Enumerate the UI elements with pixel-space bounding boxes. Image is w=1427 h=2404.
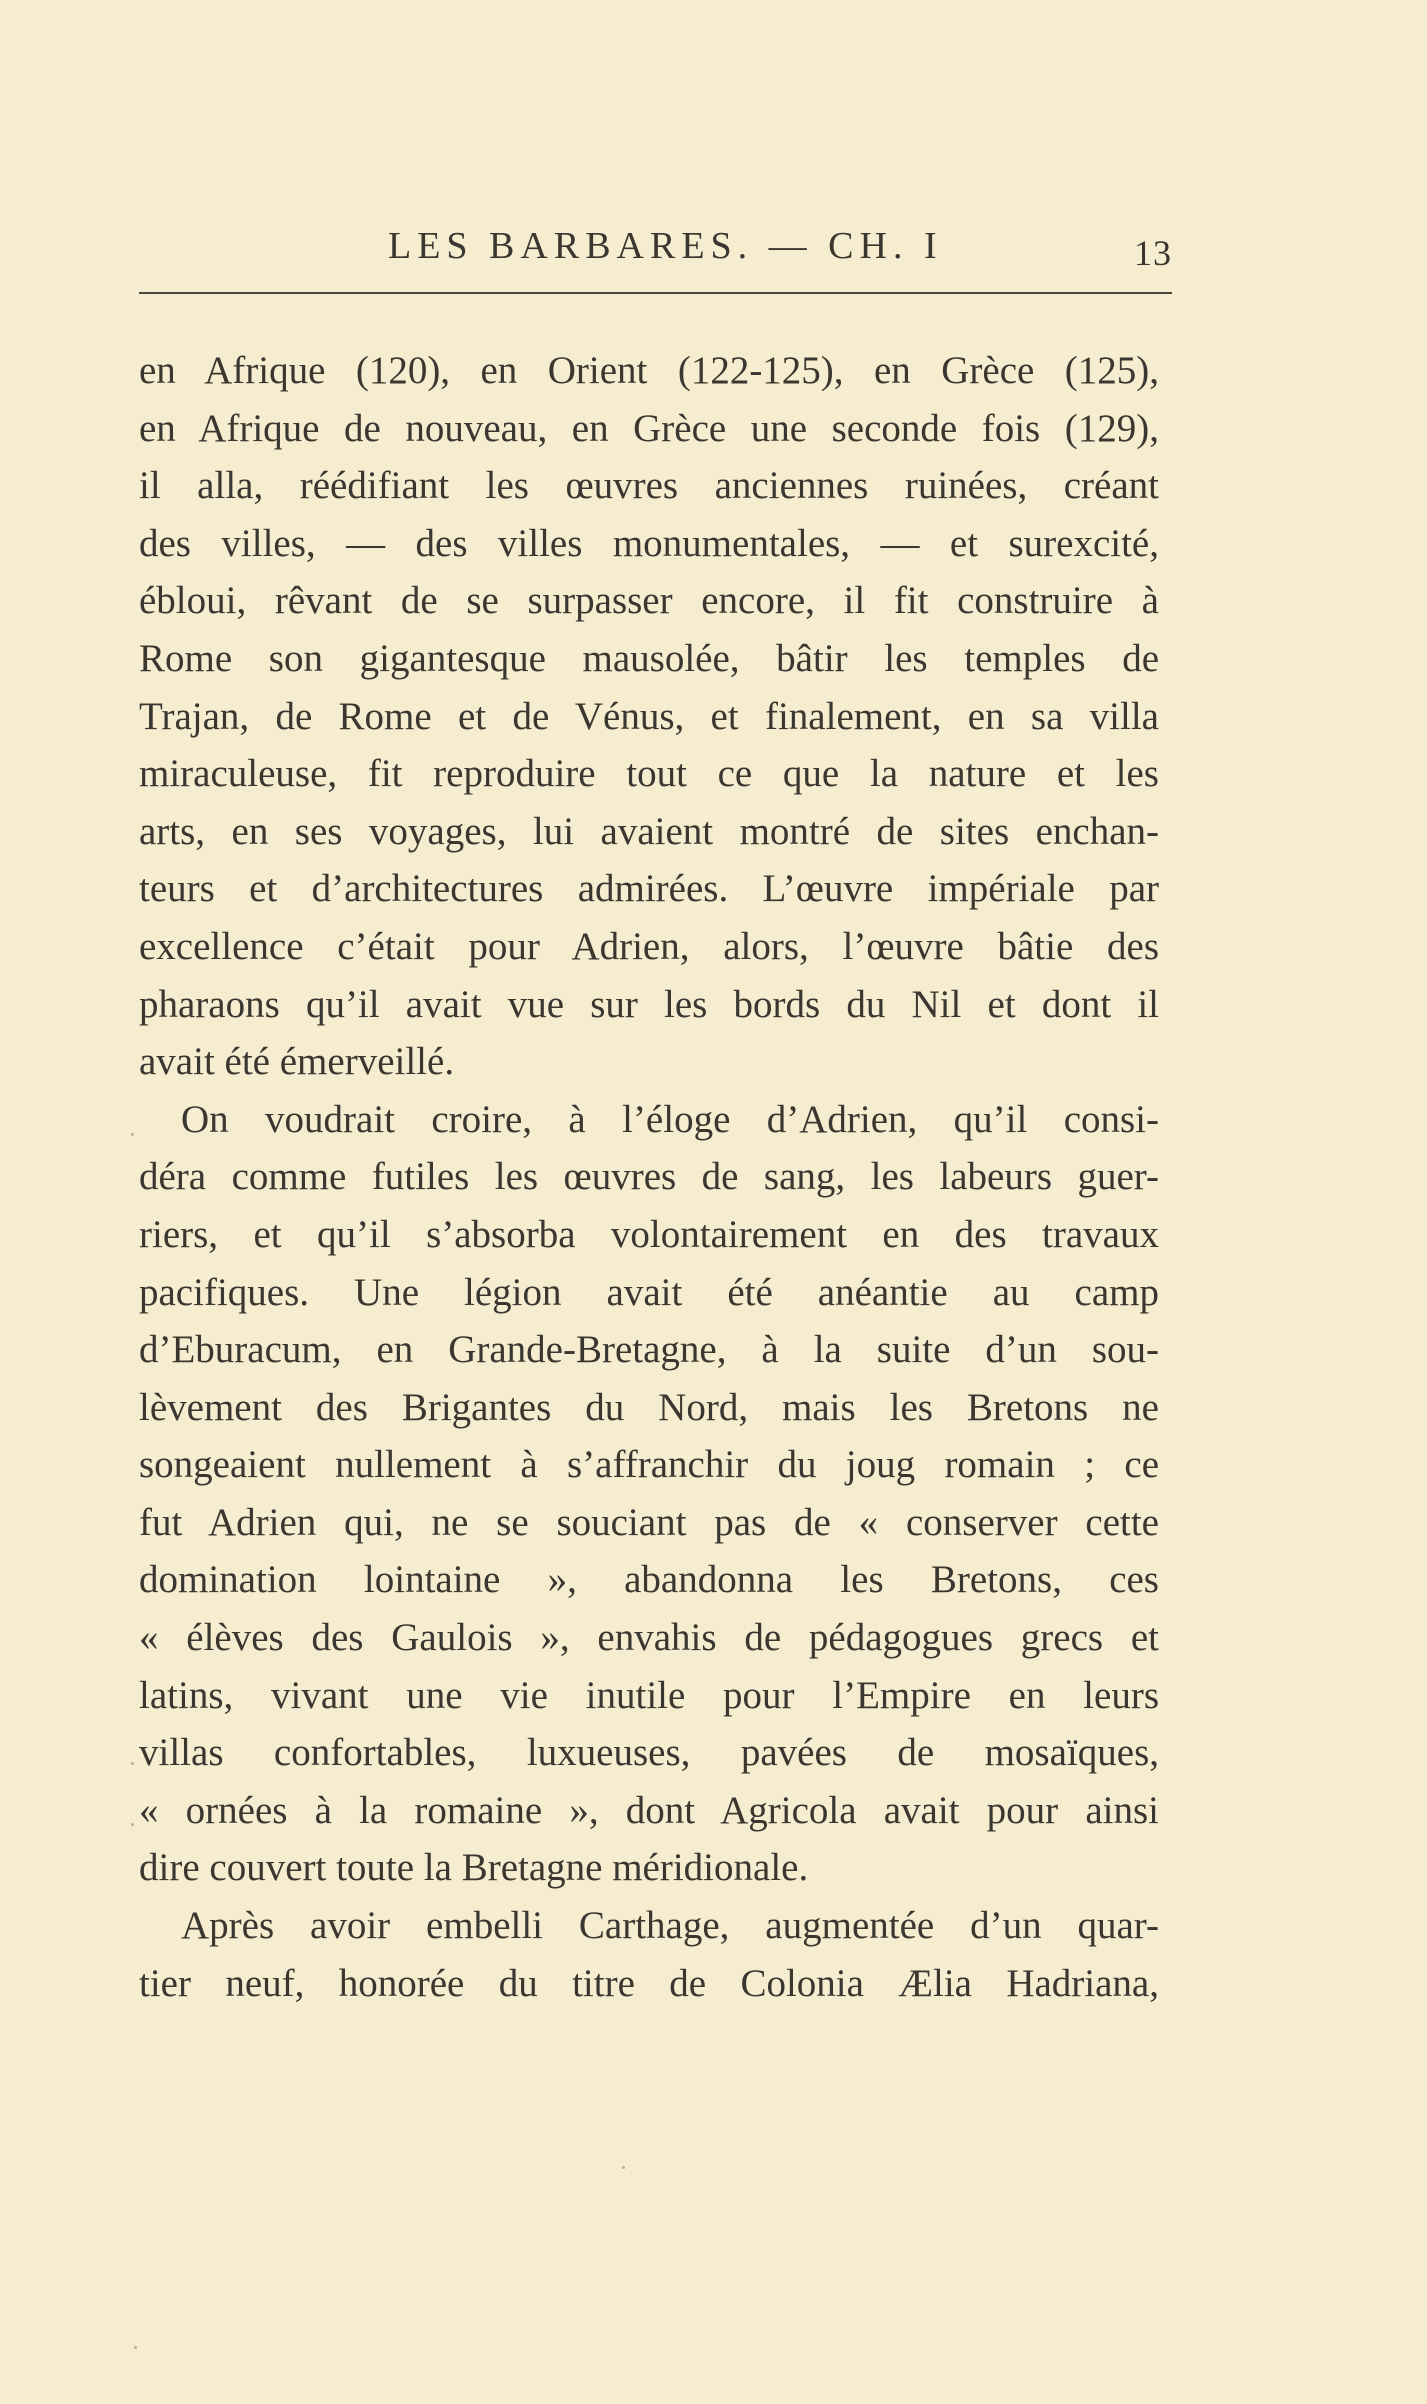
text-line: riers, et qu’il s’absorba volontairement en des travaux	[139, 1212, 1159, 1256]
text-line: fut Adrien qui, ne se souciant pas de « conserver cette	[139, 1500, 1159, 1544]
running-title: LES BARBARES. — CH. I	[388, 225, 943, 267]
text-line: pharaons qu’il avait vue sur les bords du Nil et dont il	[139, 982, 1159, 1026]
text-line: « élèves des Gaulois », envahis de pédagogues grecs et	[139, 1616, 1159, 1660]
text-line: Trajan, de Rome et de Vénus, et finalement, en sa villa	[139, 694, 1159, 738]
paragraph-start: Après avoir embelli Carthage, augmentée d’un quar-	[181, 1904, 1159, 1948]
text-line: déra comme futiles les œuvres de sang, les labeurs guer-	[139, 1155, 1159, 1199]
paper-speck	[131, 1133, 134, 1136]
text-line: tier neuf, honorée du titre de Colonia Ælia Hadriana,	[139, 1961, 1159, 2005]
text-line: songeaient nullement à s’affranchir du joug romain ; ce	[139, 1443, 1159, 1487]
text-line: miraculeuse, fit reproduire tout ce que la nature et les	[139, 752, 1159, 796]
text-line: en Afrique (120), en Orient (122-125), en Grèce (125),	[139, 349, 1159, 392]
page-number: 13	[1134, 233, 1172, 273]
text-line: domination lointaine », abandonna les Bretons, ces	[139, 1558, 1159, 1602]
paper-speck	[131, 1762, 134, 1765]
header-rule	[139, 292, 1172, 294]
body-text	[139, 342, 1159, 2012]
paper-speck	[134, 2346, 137, 2349]
text-line: excellence c’était pour Adrien, alors, l’œuvre bâtie des	[139, 924, 1159, 968]
paper-speck	[622, 2166, 625, 2169]
text-line: lèvement des Brigantes du Nord, mais les Bretons ne	[139, 1385, 1159, 1429]
text-line: « ornées à la romaine », dont Agricola avait pour ainsi	[139, 1788, 1159, 1832]
text-line: avait été émerveillé.	[139, 1040, 455, 1084]
text-line: Rome son gigantesque mausolée, bâtir les temples de	[139, 636, 1159, 680]
text-line: en Afrique de nouveau, en Grèce une seconde fois (129),	[139, 406, 1159, 450]
text-line: d’Eburacum, en Grande-Bretagne, à la suite d’un sou-	[139, 1328, 1159, 1372]
text-line: latins, vivant une vie inutile pour l’Empire en leurs	[139, 1673, 1159, 1717]
text-line: villas confortables, luxueuses, pavées de mosaïques,	[139, 1731, 1159, 1775]
text-line: il alla, réédifiant les œuvres anciennes ruinées, créant	[139, 464, 1159, 508]
running-head	[139, 212, 1172, 272]
paper-speck	[131, 1823, 134, 1826]
text-line: arts, en ses voyages, lui avaient montré de sites enchan-	[139, 809, 1159, 853]
text-line: dire couvert toute la Bretagne méridionale.	[139, 1846, 809, 1890]
text-line: des villes, — des villes monumentales, — et surexcité,	[139, 521, 1159, 565]
text-line: teurs et d’architectures admirées. L’œuvre impériale par	[139, 867, 1159, 911]
paragraph-start: On voudrait croire, à l’éloge d’Adrien, qu’il consi-	[181, 1097, 1159, 1141]
text-line: pacifiques. Une légion avait été anéantie au camp	[139, 1270, 1159, 1314]
text-line: ébloui, rêvant de se surpasser encore, il fit construire à	[139, 579, 1159, 623]
